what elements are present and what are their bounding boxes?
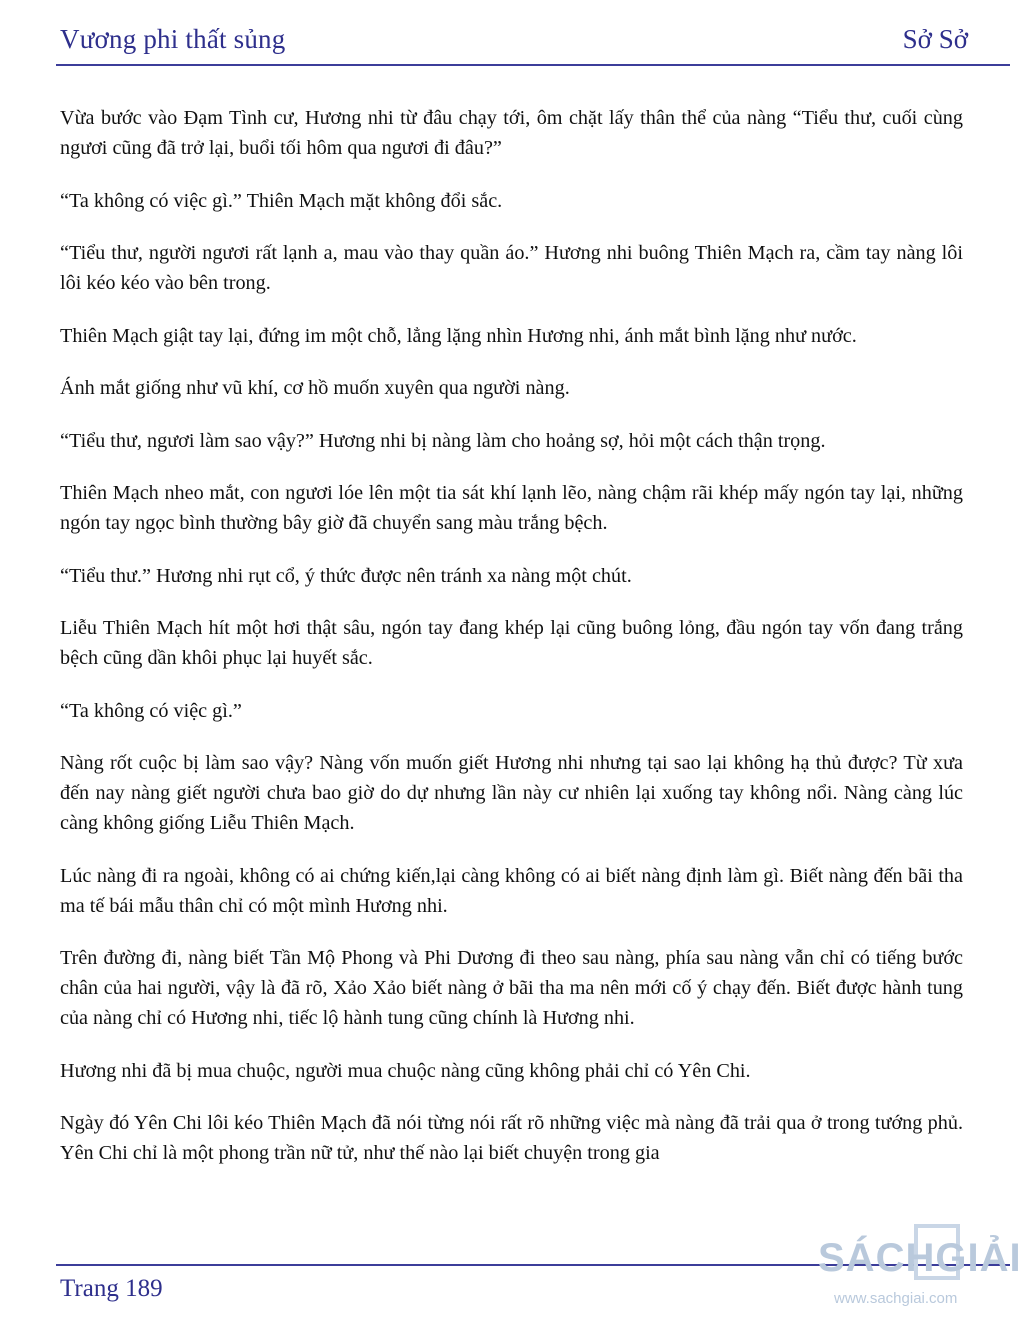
book-title: Vương phi thất sủng: [60, 24, 286, 54]
paragraph: Lúc nàng đi ra ngoài, không có ai chứng kiến,lại càng không có ai biết nàng định làm gì. Biết nàng đến bãi tha ma tế bái mẫu thân chỉ có một mình Hương nhi.: [60, 864, 963, 917]
paragraph: Liễu Thiên Mạch hít một hơi thật sâu, ngón tay đang khép lại cũng buông lỏng, đầu ngón tay vốn đang trắng bệch cũng dần khôi phục lại huyết sắc.: [60, 617, 963, 669]
watermark-logo: [818, 1222, 1024, 1322]
header-divider: [56, 64, 1010, 66]
paragraph: “Ta không có việc gì.”: [60, 699, 242, 722]
logo-brand: SÁCHGIẢI: [818, 1236, 1022, 1280]
paragraph: Thiên Mạch giật tay lại, đứng im một chỗ, lẳng lặng nhìn Hương nhi, ánh mắt bình lặng như nước.: [60, 324, 857, 347]
paragraph: Thiên Mạch nheo mắt, con ngươi lóe lên một tia sát khí lạnh lẽo, nàng chậm rãi khép mấy ngón tay lại, những ngón tay ngọc bình thường bây giờ đã chuyển sang màu trắng bệch.: [60, 482, 963, 534]
paragraph: Hương nhi đã bị mua chuộc, người mua chuộc nàng cũng không phải chỉ có Yên Chi.: [60, 1059, 751, 1082]
paragraph: Ánh mắt giống như vũ khí, cơ hồ muốn xuyên qua người nàng.: [60, 377, 570, 399]
logo-url: www.sachgiai.com: [834, 1290, 958, 1307]
paragraph: “Ta không có việc gì.” Thiên Mạch mặt không đổi sắc.: [60, 189, 503, 212]
book-author: Sở Sở: [902, 24, 968, 54]
page-number: Trang 189: [60, 1275, 163, 1302]
page-header: [0, 0, 1024, 68]
paragraph: Nàng rốt cuộc bị làm sao vậy? Nàng vốn muốn giết Hương nhi nhưng tại sao lại không hạ thủ được? Từ xưa đến nay nàng giết người chưa bao giờ do dự nhưng lần này cư nhiên lại xuống tay không nổi. Nàng càng lúc càng không giống Liễu Thiên Mạch.: [60, 752, 963, 834]
paragraph: Ngày đó Yên Chi lôi kéo Thiên Mạch đã nói từng nói rất rõ những việc mà nàng đã trải qua ở trong tướng phủ. Yên Chi chỉ là một phong trần nữ tử, như thế nào lại biết chuyện trong gia: [60, 1112, 963, 1164]
paragraph: “Tiểu thư, người ngươi rất lạnh a, mau vào thay quần áo.” Hương nhi buông Thiên Mạch ra, cầm tay nàng lôi lôi kéo kéo vào bên trong.: [60, 242, 963, 294]
paragraph: Vừa bước vào Đạm Tình cư, Hương nhi từ đâu chạy tới, ôm chặt lấy thân thể của nàng “Tiểu thư, cuối cùng ngươi cũng đã trở lại, buổi tối hôm qua ngươi đi đâu?”: [60, 107, 963, 159]
paragraph: “Tiểu thư, ngươi làm sao vậy?” Hương nhi bị nàng làm cho hoảng sợ, hỏi một cách thận trọng.: [60, 429, 826, 452]
page-body: [60, 103, 963, 1191]
paragraph: Trên đường đi, nàng biết Tần Mộ Phong và Phi Dương đi theo sau nàng, phía sau nàng vẫn chỉ có tiếng bước chân của hai người, vậy là đã rõ, Xảo Xảo biết nàng ở bãi tha ma nên mới cố ý chạy đến. Biết được hành tung của nàng chỉ có Hương nhi, tiếc lộ hành tung cũng chính là Hương nhi.: [60, 947, 963, 1029]
paragraph: “Tiểu thư.” Hương nhi rụt cổ, ý thức được nên tránh xa nàng một chút.: [60, 564, 632, 587]
